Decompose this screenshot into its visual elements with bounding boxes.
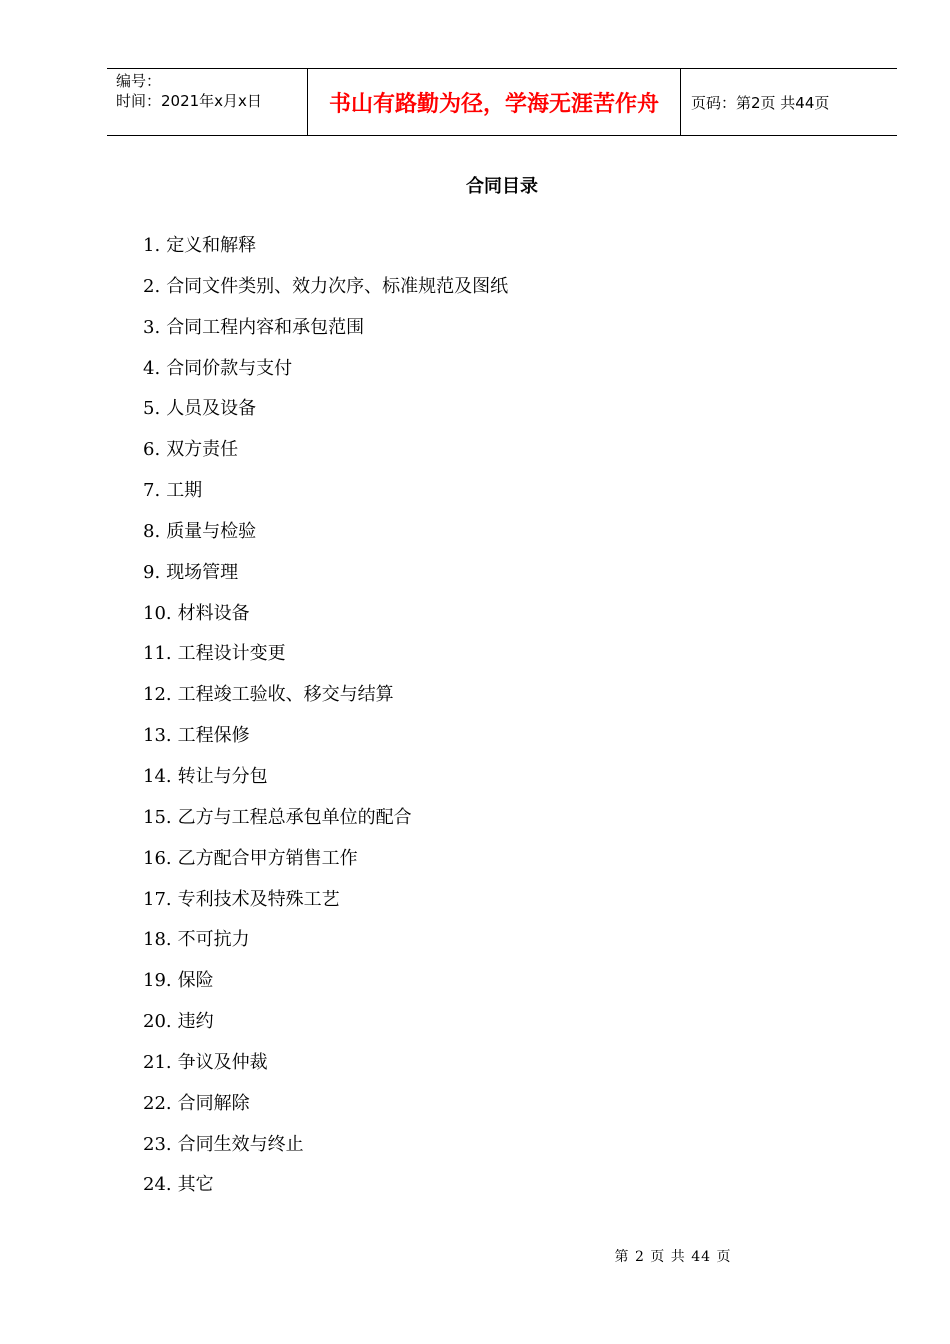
toc-item-text: 合同文件类别、效力次序、标准规范及图纸 (166, 275, 509, 297)
toc-item (143, 477, 508, 518)
toc-item-number: 5. (143, 398, 161, 420)
document-title: 合同目录 (466, 176, 538, 197)
toc-item-number: 16. (143, 847, 172, 869)
toc-item (143, 436, 508, 477)
toc-item-number: 21. (143, 1051, 172, 1073)
toc-item (143, 967, 508, 1008)
toc-item (143, 722, 508, 763)
toc-item-number: 14. (143, 765, 172, 787)
toc-item (143, 763, 508, 804)
toc-item-number: 6. (143, 439, 161, 461)
toc-item (143, 640, 508, 681)
toc-item-number: 20. (143, 1011, 172, 1033)
toc-item-text: 违约 (177, 1011, 214, 1033)
header-info (107, 69, 307, 135)
toc-item-text: 合同价款与支付 (166, 357, 293, 379)
toc-item-text: 材料设备 (177, 602, 250, 624)
toc-item (143, 600, 508, 641)
toc-item (143, 395, 508, 436)
toc-item-number: 2. (143, 275, 161, 297)
toc-item-text: 专利技术及特殊工艺 (177, 888, 340, 910)
toc-item-text: 转让与分包 (177, 765, 268, 787)
document-date-label: 时间：2021年x月x日 (116, 92, 262, 110)
toc-item-text: 双方责任 (166, 439, 239, 461)
toc-item-number: 19. (143, 970, 172, 992)
toc-item-text: 乙方与工程总承包单位的配合 (177, 806, 412, 828)
toc-item (143, 559, 508, 600)
toc-item-text: 合同生效与终止 (177, 1133, 304, 1155)
toc-item-number: 12. (143, 684, 172, 706)
header-motto: 书山有路勤为径，学海无涯苦作舟 (328, 91, 659, 117)
toc-item-number: 3. (143, 316, 161, 338)
toc-item-number: 9. (143, 561, 161, 583)
toc-item (143, 845, 508, 886)
toc-item-number: 22. (143, 1092, 172, 1114)
document-number-label: 编号： (116, 72, 162, 90)
toc-item-text: 工程竣工验收、移交与结算 (177, 684, 394, 706)
toc-item (143, 355, 508, 396)
toc-item (143, 804, 508, 845)
toc-item (143, 1008, 508, 1049)
toc-item-number: 23. (143, 1133, 172, 1155)
toc-item-text: 保险 (177, 970, 214, 992)
toc-item-text: 人员及设备 (166, 398, 257, 420)
header-page-label: 页码：第2页 共44页 (691, 93, 830, 112)
toc-item-number: 8. (143, 520, 161, 542)
toc-item-text: 其它 (177, 1174, 214, 1196)
toc-item-number: 4. (143, 357, 161, 379)
toc-item-text: 合同解除 (177, 1092, 250, 1114)
toc-item-text: 工程设计变更 (177, 643, 286, 665)
toc-item-text: 合同工程内容和承包范围 (166, 316, 365, 338)
toc-item (143, 1049, 508, 1090)
toc-item-number: 1. (143, 235, 161, 256)
header-motto-cell (307, 69, 681, 135)
page-header (107, 68, 897, 136)
toc-item (143, 314, 508, 355)
toc-item-text: 定义和解释 (166, 235, 257, 256)
toc-item-text: 工期 (166, 480, 203, 502)
toc-item-text: 争议及仲裁 (177, 1051, 268, 1073)
toc-item-number: 18. (143, 929, 172, 951)
toc-item (143, 1171, 508, 1212)
toc-item (143, 886, 508, 927)
toc-item-number: 24. (143, 1174, 172, 1196)
header-page-cell (681, 69, 897, 135)
toc-item-number: 11. (143, 643, 172, 665)
toc-item-number: 15. (143, 806, 172, 828)
toc-item (143, 518, 508, 559)
toc-item (143, 273, 508, 314)
toc-item-number: 7. (143, 480, 161, 502)
table-of-contents (143, 232, 508, 1212)
toc-item-text: 质量与检验 (166, 520, 257, 542)
toc-item-text: 不可抗力 (177, 929, 250, 951)
toc-item (143, 1090, 508, 1131)
toc-item-text: 工程保修 (177, 725, 250, 747)
page-footer: 第 2 页 共 44 页 (614, 1249, 732, 1265)
toc-item (143, 232, 508, 273)
toc-item-number: 10. (143, 602, 172, 624)
toc-item-number: 17. (143, 888, 172, 910)
toc-item-text: 乙方配合甲方销售工作 (177, 847, 358, 869)
toc-item-number: 13. (143, 725, 172, 747)
toc-item (143, 1131, 508, 1172)
toc-item-text: 现场管理 (166, 561, 239, 583)
toc-item (143, 926, 508, 967)
toc-item (143, 681, 508, 722)
